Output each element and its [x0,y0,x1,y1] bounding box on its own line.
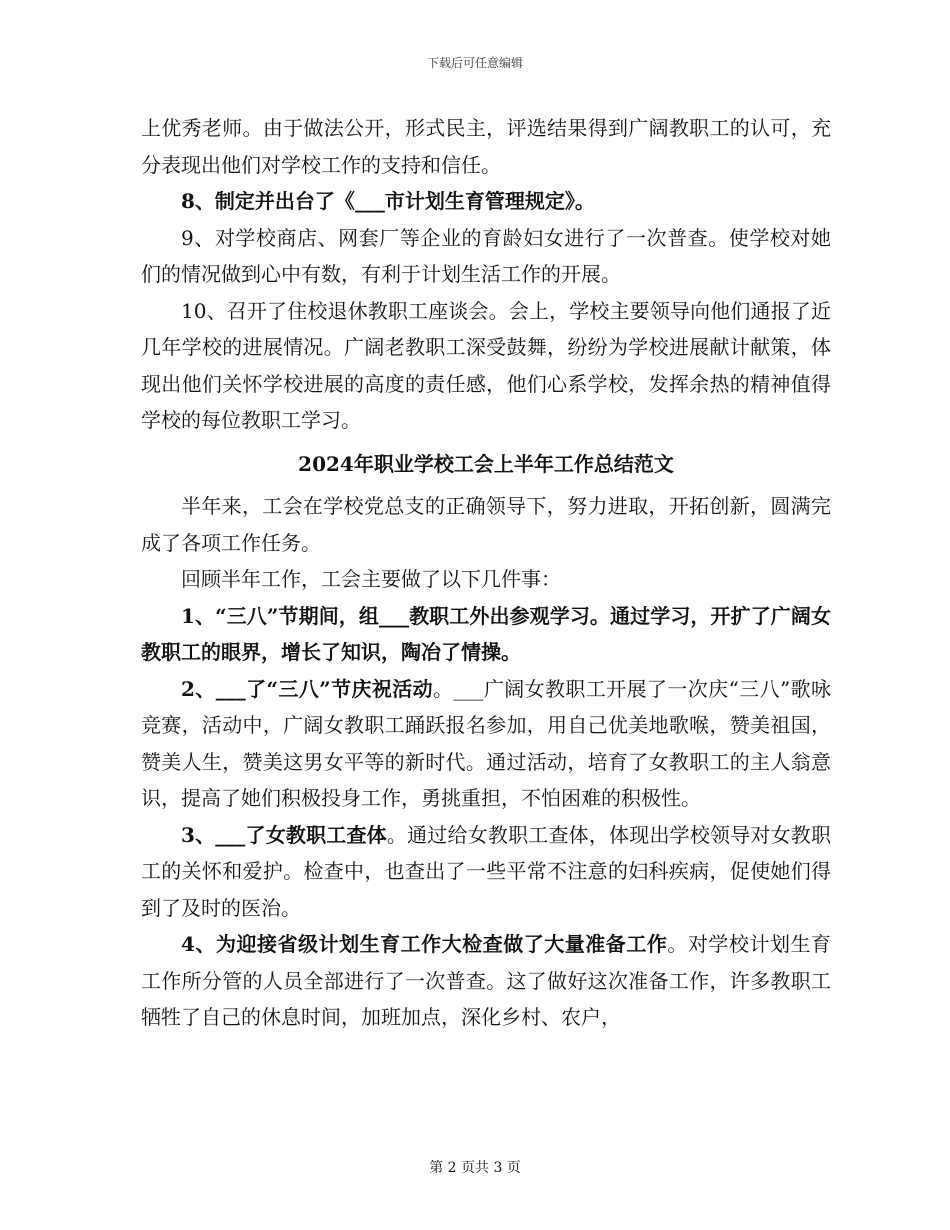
page-footer: 第 2 页共 3 页 [429,1160,521,1176]
paragraph-item-1: 1、“三八”节期间，组___教职工外出参观学习。通过学习，开扩了广阔女教职工的眼界，增长了知识，陶冶了情操。 [141,603,831,664]
section-title: 2024年职业学校工会上半年工作总结范文 [298,451,674,476]
item-2-heading: 2、___了“三八”节庆祝活动 [181,676,434,701]
paragraph-item-2 [141,671,831,817]
page-header: 下载后可任意编辑 [426,56,523,70]
item-4-body: 。对学校计划生育工作所分管的人员全部进行了一次普查。这了做好这次准备工作，许多教职工牺牲了自己的休息时间，加班加点，深化乡村、农户， [141,932,832,1029]
paragraph-item-8: 8、制定并出台了《___市计划生育管理规定》。 [181,189,595,213]
paragraph-item-10: 10、召开了住校退休教职工座谈会。会上，学校主要领导向他们通报了近几年学校的进展情况。广阔老教职工深受鼓舞，纷纷为学校进展献计献策，体现出他们关怀学校进展的高度的责任感，他们心系学校，发挥余热的精神值得学校的每位教职工学习。 [141,298,831,432]
paragraph-item-4 [141,926,831,1036]
document-body [141,110,831,1036]
paragraph-intro: 半年来，工会在学校党总支的正确领导下，努力进取，开拓创新，圆满完成了各项工作任务。 [141,494,831,555]
paragraph-item-9: 9、对学校商店、网套厂等企业的育龄妇女进行了一次普查。使学校对她们的情况做到心中有数，有利于计划生活工作的开展。 [141,225,831,286]
item-3-body: 。通过给女教职工查体，体现出学校领导对女教职工的关怀和爱护。检查中，也查出了一些平常不注意的妇科疾病，促使她们得到了及时的医治。 [141,822,832,920]
paragraph-continuation: 上优秀老师。由于做法公开，形式民主，评选结果得到广阔教职工的认可，充分表现出他们对学校工作的支持和信任。 [141,116,831,177]
item-3-heading: 3、___了女教职工查体 [181,822,387,847]
item-4-heading: 4、为迎接省级计划生育工作大检查做了大量准备工作 [181,932,668,956]
paragraph-review: 回顾半年工作，工会主要做了以下几件事： [181,567,561,591]
item-2-body: 。___广阔女教职工开展了一次庆“三八”歌咏竞赛，活动中，广阔女教职工踊跃报名参加，用自己优美地歌喉，赞美祖国，赞美人生，赞美这男女平等的新时代。通过活动，培育了女教职工的主人翁意识，提高了她们积极投身工作，勇挑重担，不怕困难的积极性。 [141,676,831,810]
paragraph-item-3 [141,817,831,927]
